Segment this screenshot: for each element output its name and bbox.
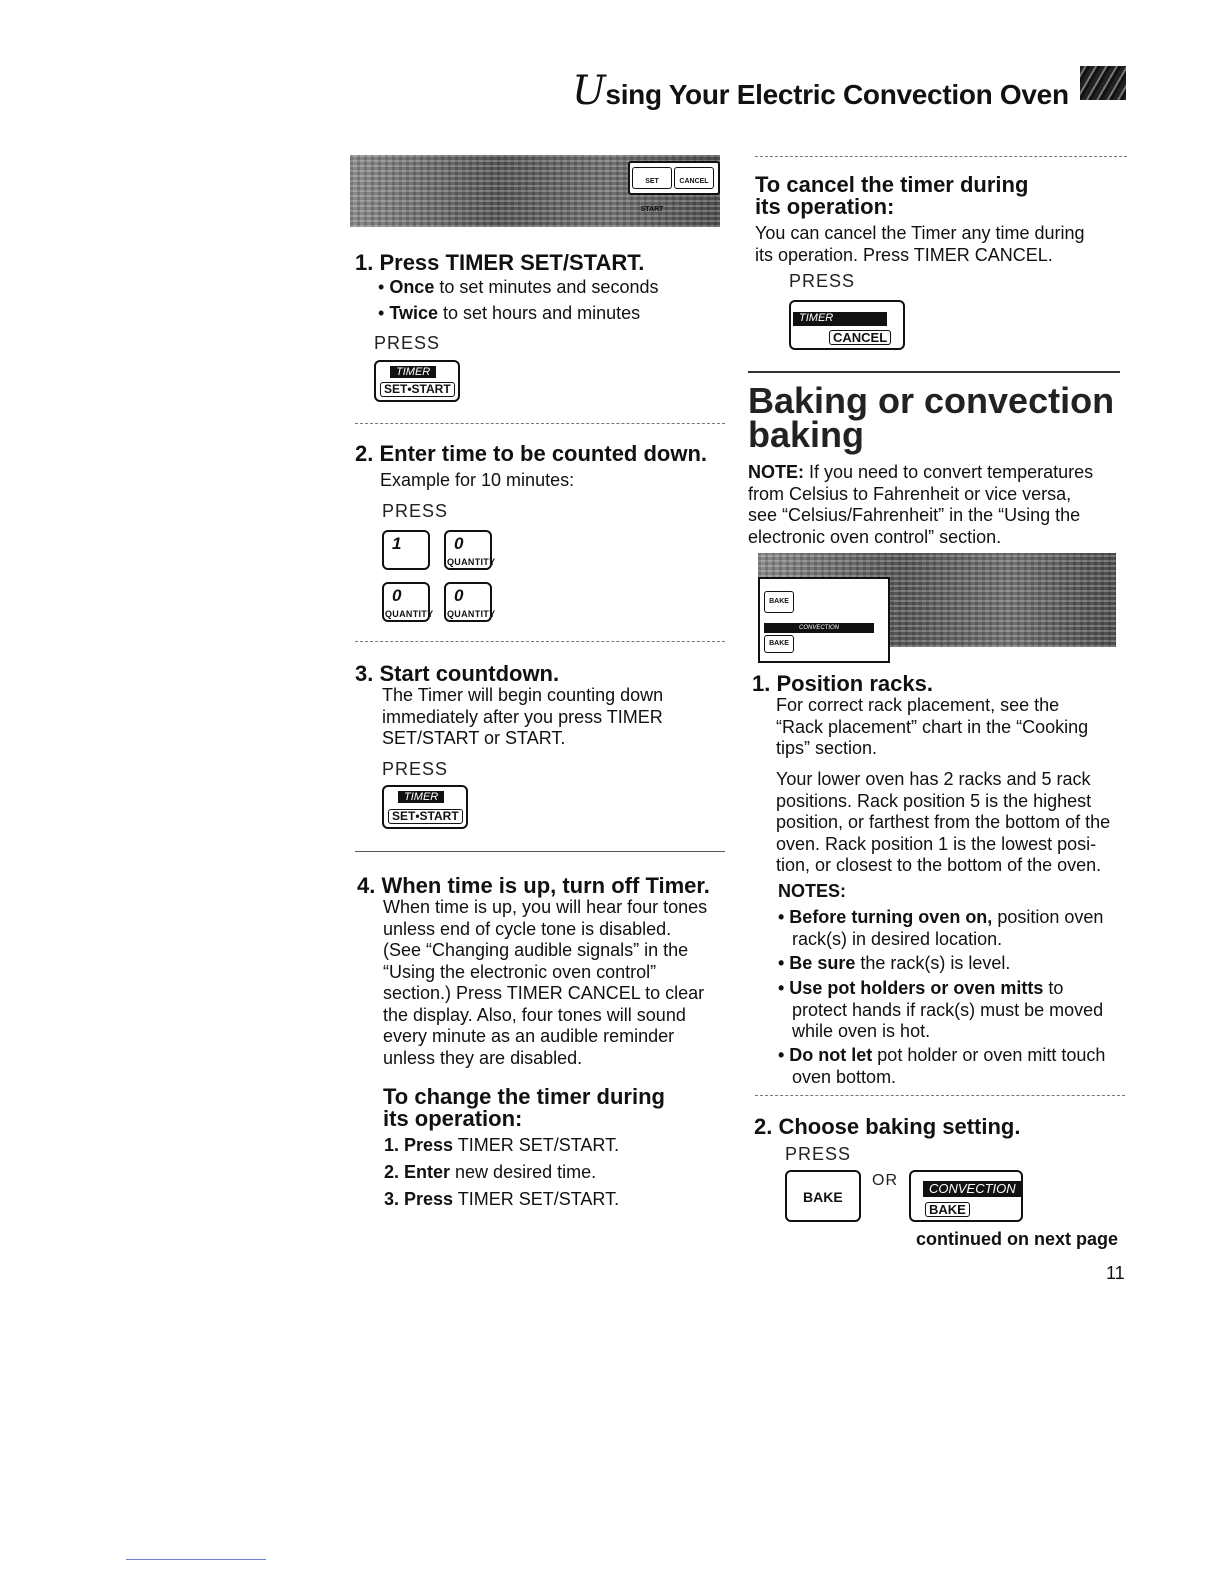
key-bottom-label: SET•START	[380, 382, 455, 397]
body-line: tips” section.	[776, 738, 878, 758]
note-line: rack(s) in desired location.	[792, 928, 1003, 949]
position-racks-heading: 1. Position racks.	[752, 671, 933, 696]
body-line: its operation. Press TIMER CANCEL.	[755, 244, 1053, 265]
key-top-label: TIMER	[793, 312, 887, 326]
divider	[755, 156, 1127, 157]
note-text: to	[1043, 978, 1064, 998]
note-line: protect hands if rack(s) must be moved	[792, 999, 1104, 1020]
page-number: 11	[1106, 1263, 1125, 1283]
panel-convection-label: CONVECTION	[764, 623, 874, 633]
note-before-turning	[778, 907, 1103, 950]
step-bold: 1. Press	[384, 1135, 454, 1155]
note-line-text: If you need to convert temperatures	[804, 462, 1094, 482]
heading-line: its operation:	[755, 194, 895, 219]
body-line: Your lower oven has 2 racks and 5 rack	[776, 769, 1091, 789]
step-text: new desired time.	[450, 1162, 597, 1182]
note-line	[748, 462, 1093, 484]
divider	[355, 641, 725, 642]
page-header-title	[572, 68, 1069, 114]
body-line: The Timer will begin counting down	[382, 685, 664, 705]
key-bottom-label: BAKE	[925, 1202, 970, 1217]
note-line	[778, 978, 1103, 1000]
key-label: QUANTITY	[385, 609, 434, 619]
body-line: oven. Rack position 1 is the lowest posi-	[776, 833, 1097, 854]
key-label: QUANTITY	[447, 557, 496, 567]
step1-press-label: PRESS	[374, 333, 441, 353]
key-label: BAKE	[803, 1189, 843, 1205]
cancel-press-label: PRESS	[789, 271, 856, 291]
brand-logo-icon	[1080, 66, 1126, 100]
key-bottom-label: CANCEL	[829, 330, 891, 345]
divider	[748, 371, 1120, 373]
body-line: the display. Also, four tones will sound	[383, 1004, 686, 1025]
change-step-3	[384, 1189, 619, 1211]
body-line: For correct rack placement, see the	[776, 695, 1060, 715]
note-text: position oven	[992, 907, 1104, 927]
heading-line: To change the timer during	[383, 1084, 665, 1109]
note-text	[748, 462, 1093, 548]
notes-label: NOTES:	[778, 881, 847, 901]
note-bold: • Before turning oven on,	[778, 907, 993, 927]
note-line: electronic oven control” section.	[748, 526, 1002, 547]
step-text: TIMER SET/START.	[453, 1135, 620, 1155]
note-text: pot holder or oven mitt touch	[872, 1045, 1106, 1065]
key-top-label: TIMER	[398, 791, 444, 803]
body-line: unless end of cycle tone is disabled.	[383, 918, 672, 939]
step4-heading: 4. When time is up, turn off Timer.	[357, 873, 710, 898]
panel-button-group	[758, 577, 890, 663]
position-racks-body	[776, 695, 1088, 760]
step-bold: 2. Enter	[384, 1162, 451, 1182]
step1-bullet-once: • Once to set minutes and seconds	[378, 277, 659, 297]
body-line: “Rack placement” chart in the “Cooking	[776, 716, 1089, 737]
step4-body	[383, 897, 707, 1069]
number-key-1	[382, 530, 430, 570]
choose-baking-heading: 2. Choose baking setting.	[754, 1114, 1021, 1139]
note-bold: • Use pot holders or oven mitts	[778, 978, 1044, 998]
note-line	[778, 953, 1010, 975]
note-pot-holders	[778, 978, 1103, 1043]
panel-button-group	[628, 161, 720, 213]
cancel-body	[755, 223, 1085, 266]
heading-line: To cancel the timer during	[755, 172, 1029, 197]
number-key-0	[382, 582, 434, 622]
step-bold: 3. Press	[384, 1189, 454, 1209]
key-number: 1	[392, 534, 402, 553]
step1-bullet-twice: • Twice to set hours and minutes	[378, 303, 641, 323]
rack-positions-body	[776, 769, 1110, 877]
panel-convection-bake-key: BAKE	[764, 635, 794, 653]
panel-set-start-key: SET START	[632, 167, 672, 189]
body-line: (See “Changing audible signals” in the	[383, 940, 689, 960]
note-do-not-let	[778, 1045, 1105, 1088]
bullet-bold: Twice	[389, 303, 438, 323]
body-line: immediately after you press TIMER	[382, 706, 663, 727]
divider	[755, 1095, 1125, 1096]
footer-rule	[126, 1559, 266, 1560]
note-label: NOTE:	[748, 462, 804, 482]
body-line: SET/START or START.	[382, 728, 566, 748]
bullet-text: to set hours and minutes	[438, 303, 641, 323]
section-title-line: Baking or convection	[748, 380, 1115, 421]
key-top-label: TIMER	[390, 366, 436, 378]
body-line: When time is up, you will hear four tones	[383, 897, 708, 917]
step2-press-label: PRESS	[382, 501, 449, 521]
note-text: the rack(s) is level.	[855, 953, 1011, 973]
step3-heading: 3. Start countdown.	[355, 661, 560, 686]
body-line: You can cancel the Timer any time during	[755, 223, 1085, 243]
body-line: position, or farthest from the bottom of the	[776, 812, 1111, 832]
bake-panel-image	[758, 553, 1116, 647]
note-line: oven bottom.	[792, 1066, 897, 1087]
note-bold: • Be sure	[778, 953, 856, 973]
change-step-1	[384, 1135, 619, 1157]
key-top-label: CONVECTION	[923, 1181, 1022, 1197]
panel-bake-key: BAKE	[764, 591, 794, 613]
bullet-bold: Once	[389, 277, 435, 297]
step2-heading: 2. Enter time to be counted down.	[355, 441, 708, 466]
or-label: OR	[872, 1172, 898, 1189]
choose-baking-press-label: PRESS	[785, 1144, 852, 1164]
step3-press-label: PRESS	[382, 759, 449, 779]
number-key-0	[444, 530, 496, 570]
header-script-initial: U	[572, 68, 606, 114]
body-line: “Using the electronic oven control”	[383, 961, 657, 982]
control-panel-image	[350, 155, 720, 227]
note-line: see “Celsius/Fahrenheit” in the “Using the	[748, 505, 1081, 525]
header-title-text: sing Your Electric Convection Oven	[605, 79, 1069, 110]
cancel-timer-heading	[755, 174, 1028, 218]
step3-body	[382, 685, 663, 750]
note-line: from Celsius to Fahrenheit or vice versa,	[748, 483, 1072, 504]
body-line: tion, or closest to the bottom of the oven.	[776, 855, 1102, 875]
panel-cancel-key: CANCEL	[674, 167, 714, 189]
body-line: section.) Press TIMER CANCEL to clear	[383, 983, 705, 1003]
note-be-sure	[778, 953, 1010, 975]
key-number: 0	[454, 534, 464, 553]
timer-set-start-key	[374, 360, 460, 402]
key-label: QUANTITY	[447, 609, 496, 619]
divider	[355, 851, 725, 852]
timer-set-start-key	[382, 785, 468, 829]
heading-line: its operation:	[383, 1106, 523, 1131]
section-title-line: baking	[748, 414, 865, 455]
divider	[355, 423, 725, 424]
convection-bake-key	[909, 1170, 1023, 1222]
timer-cancel-key	[789, 300, 905, 350]
key-number: 0	[392, 586, 402, 605]
continued-label: continued on next page	[916, 1229, 1119, 1249]
key-bottom-label: SET•START	[388, 809, 463, 824]
change-timer-heading	[383, 1086, 665, 1130]
bake-key	[785, 1170, 861, 1222]
note-line	[778, 1045, 1105, 1067]
step2-example: Example for 10 minutes:	[380, 470, 575, 490]
body-line: unless they are disabled.	[383, 1047, 583, 1068]
section-title	[748, 380, 1115, 455]
body-line: positions. Rack position 5 is the highest	[776, 790, 1092, 811]
step1-heading: 1. Press TIMER SET/START.	[355, 250, 645, 275]
number-key-0	[444, 582, 496, 622]
body-line: every minute as an audible reminder	[383, 1026, 675, 1046]
note-line: while oven is hot.	[792, 1021, 931, 1041]
note-bold: • Do not let	[778, 1045, 873, 1065]
key-number: 0	[454, 586, 464, 605]
bullet-text: to set minutes and seconds	[434, 277, 659, 297]
change-step-2	[384, 1162, 596, 1184]
note-line	[778, 907, 1103, 929]
step-text: TIMER SET/START.	[453, 1189, 620, 1209]
